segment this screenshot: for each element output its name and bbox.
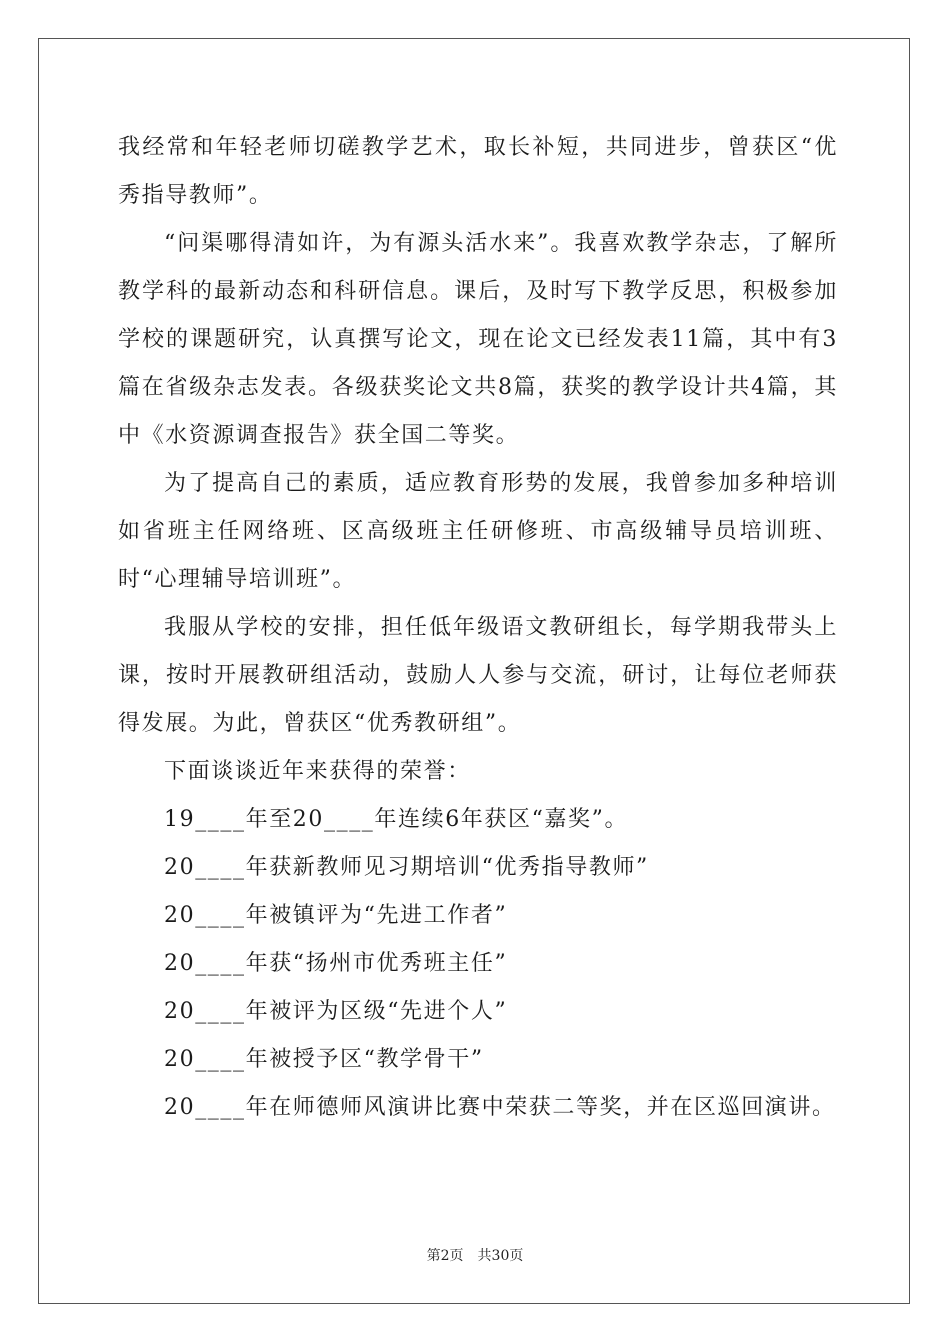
paragraph: 为了提高自己的素质，适应教育形势的发展，我曾参加多种培训如省班主任网络班、区高级班主任研修班、市高级辅导员培训班、时“心理辅导培训班”。 <box>118 471 838 592</box>
paragraph: 下面谈谈近年来获得的荣誉： <box>164 759 471 784</box>
honor-item: 20____年被授予区“教学骨干” <box>164 1047 484 1072</box>
honors-list <box>118 796 838 1132</box>
document-body <box>118 124 838 1132</box>
honor-item: 20____年获“扬州市优秀班主任” <box>164 951 508 976</box>
page-total: 共30页 <box>477 1248 524 1264</box>
page-footer <box>0 1245 950 1265</box>
honor-item: 20____年获新教师见习期培训“优秀指导教师” <box>164 855 649 880</box>
page-number: 第2页 <box>426 1248 464 1264</box>
paragraph: 我经常和年轻老师切磋教学艺术，取长补短，共同进步，曾获区“优秀指导教师”。 <box>118 135 838 208</box>
honor-item: 20____年在师德师风演讲比赛中荣获二等奖，并在区巡回演讲。 <box>164 1095 836 1120</box>
honor-item: 20____年被镇评为“先进工作者” <box>164 903 508 928</box>
honor-item: 20____年被评为区级“先进个人” <box>164 999 508 1024</box>
honor-item: 19____年至20____年连续6年获区“嘉奖”。 <box>164 807 629 832</box>
paragraph: “问渠哪得清如许，为有源头活水来”。我喜欢教学杂志，了解所教学科的最新动态和科研信息。课后，及时写下教学反思，积极参加学校的课题研究，认真撰写论文，现在论文已经发表11篇，其中有3篇在省级杂志发表。各级获奖论文共8篇，获奖的教学设计共4篇，其中《水资源调查报告》获全国二等奖。 <box>118 231 838 448</box>
paragraph: 我服从学校的安排，担任低年级语文教研组长，每学期我带头上课，按时开展教研组活动，鼓励人人参与交流，研讨，让每位老师获得发展。为此，曾获区“优秀教研组”。 <box>118 615 838 736</box>
